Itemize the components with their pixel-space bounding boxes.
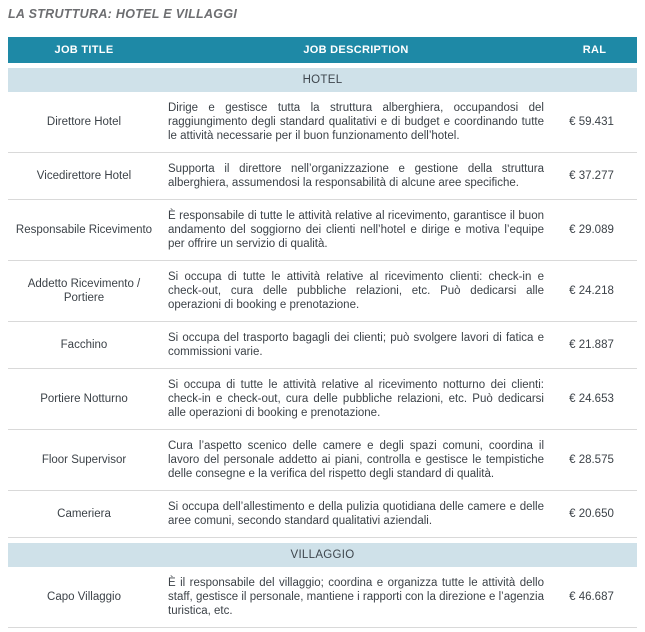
job-title-cell: Facchino [60, 339, 108, 351]
job-title-cell: Cameriera [57, 508, 111, 520]
table-row [8, 261, 637, 322]
section-header-villaggio: VILLAGGIO [8, 543, 637, 567]
job-description-cell: Si occupa di tutte le attività relative al ricevimento notturno dei clienti: check-in e check-out, cura delle pubbliche relazioni, etc. Può dedicarsi alle operazioni di booking e prenotazione. [168, 379, 544, 419]
salary-table [8, 37, 637, 628]
job-description-cell: È il responsabile del villaggio; coordina e organizza tutte le attività dello staff, gestisce il personale, mantiene i rapporti con la direzione e l’agenzia turistica, etc. [168, 577, 544, 617]
table-row [8, 153, 637, 200]
table-header-row [8, 37, 637, 63]
job-title-cell: Addetto Ricevimento / Portiere [27, 278, 141, 304]
job-title-cell: Direttore Hotel [46, 116, 122, 128]
job-title-cell: Vicedirettore Hotel [36, 170, 132, 182]
table-row [8, 92, 637, 153]
ral-cell: € 20.650 [569, 508, 614, 520]
table-row [8, 200, 637, 261]
column-header-job-description: JOB DESCRIPTION [303, 44, 409, 56]
page-title: LA STRUTTURA: HOTEL E VILLAGGI [8, 7, 238, 21]
column-header-job-title: JOB TITLE [54, 44, 114, 56]
table-row [8, 567, 637, 628]
job-description-cell: Si occupa del trasporto bagagli dei clienti; può svolgere lavori di fatica e commissioni varie. [168, 332, 544, 358]
job-description-cell: Si occupa di tutte le attività relative al ricevimento clienti: check-in e check-out, cura delle pubbliche relazioni, etc. Può dedicarsi alle operazioni di booking e prenotazione. [168, 271, 544, 311]
table-row [8, 491, 637, 538]
ral-cell: € 46.687 [569, 591, 614, 603]
table-row [8, 369, 637, 430]
job-title-cell: Capo Villaggio [47, 591, 121, 603]
job-description-cell: È responsabile di tutte le attività relative al ricevimento, garantisce il buon andamento del soggiorno dei clienti nell’hotel e dirige e motiva l’equipe per offrire un servizio di qualità. [168, 210, 544, 250]
table-row [8, 322, 637, 369]
ral-cell: € 37.277 [569, 170, 614, 182]
ral-cell: € 28.575 [569, 454, 614, 466]
ral-cell: € 21.887 [569, 339, 614, 351]
ral-cell: € 24.653 [569, 393, 614, 405]
column-header-ral: RAL [582, 44, 607, 56]
ral-cell: € 29.089 [569, 224, 614, 236]
ral-cell: € 24.218 [569, 285, 614, 297]
table-row [8, 430, 637, 491]
job-description-cell: Supporta il direttore nell’organizzazione e gestione della struttura alberghiera, assumendosi la responsabilità di alcune aree specifiche. [168, 163, 544, 189]
job-description-cell: Si occupa dell’allestimento e della pulizia quotidiana delle camere e delle aree comuni, secondo standard qualitativi aziendali. [168, 501, 544, 527]
job-description-cell: Cura l’aspetto scenico delle camere e degli spazi comuni, coordina il lavoro del personale addetto ai piani, controlla e gestisce le tempistiche delle consegne e la verifica del rispetto degli standard di qualità. [168, 440, 544, 480]
section-header-hotel: HOTEL [8, 68, 637, 92]
job-title-cell: Floor Supervisor [41, 454, 127, 466]
ral-cell: € 59.431 [569, 116, 614, 128]
job-title-cell: Responsabile Ricevimento [15, 224, 153, 236]
job-title-cell: Portiere Notturno [40, 393, 128, 405]
job-description-cell: Dirige e gestisce tutta la struttura alberghiera, occupandosi del raggiungimento degli standard qualitativi e di budget e coordinando tutte le attività necessarie per il buon funzionamento dell’hotel. [168, 102, 544, 142]
